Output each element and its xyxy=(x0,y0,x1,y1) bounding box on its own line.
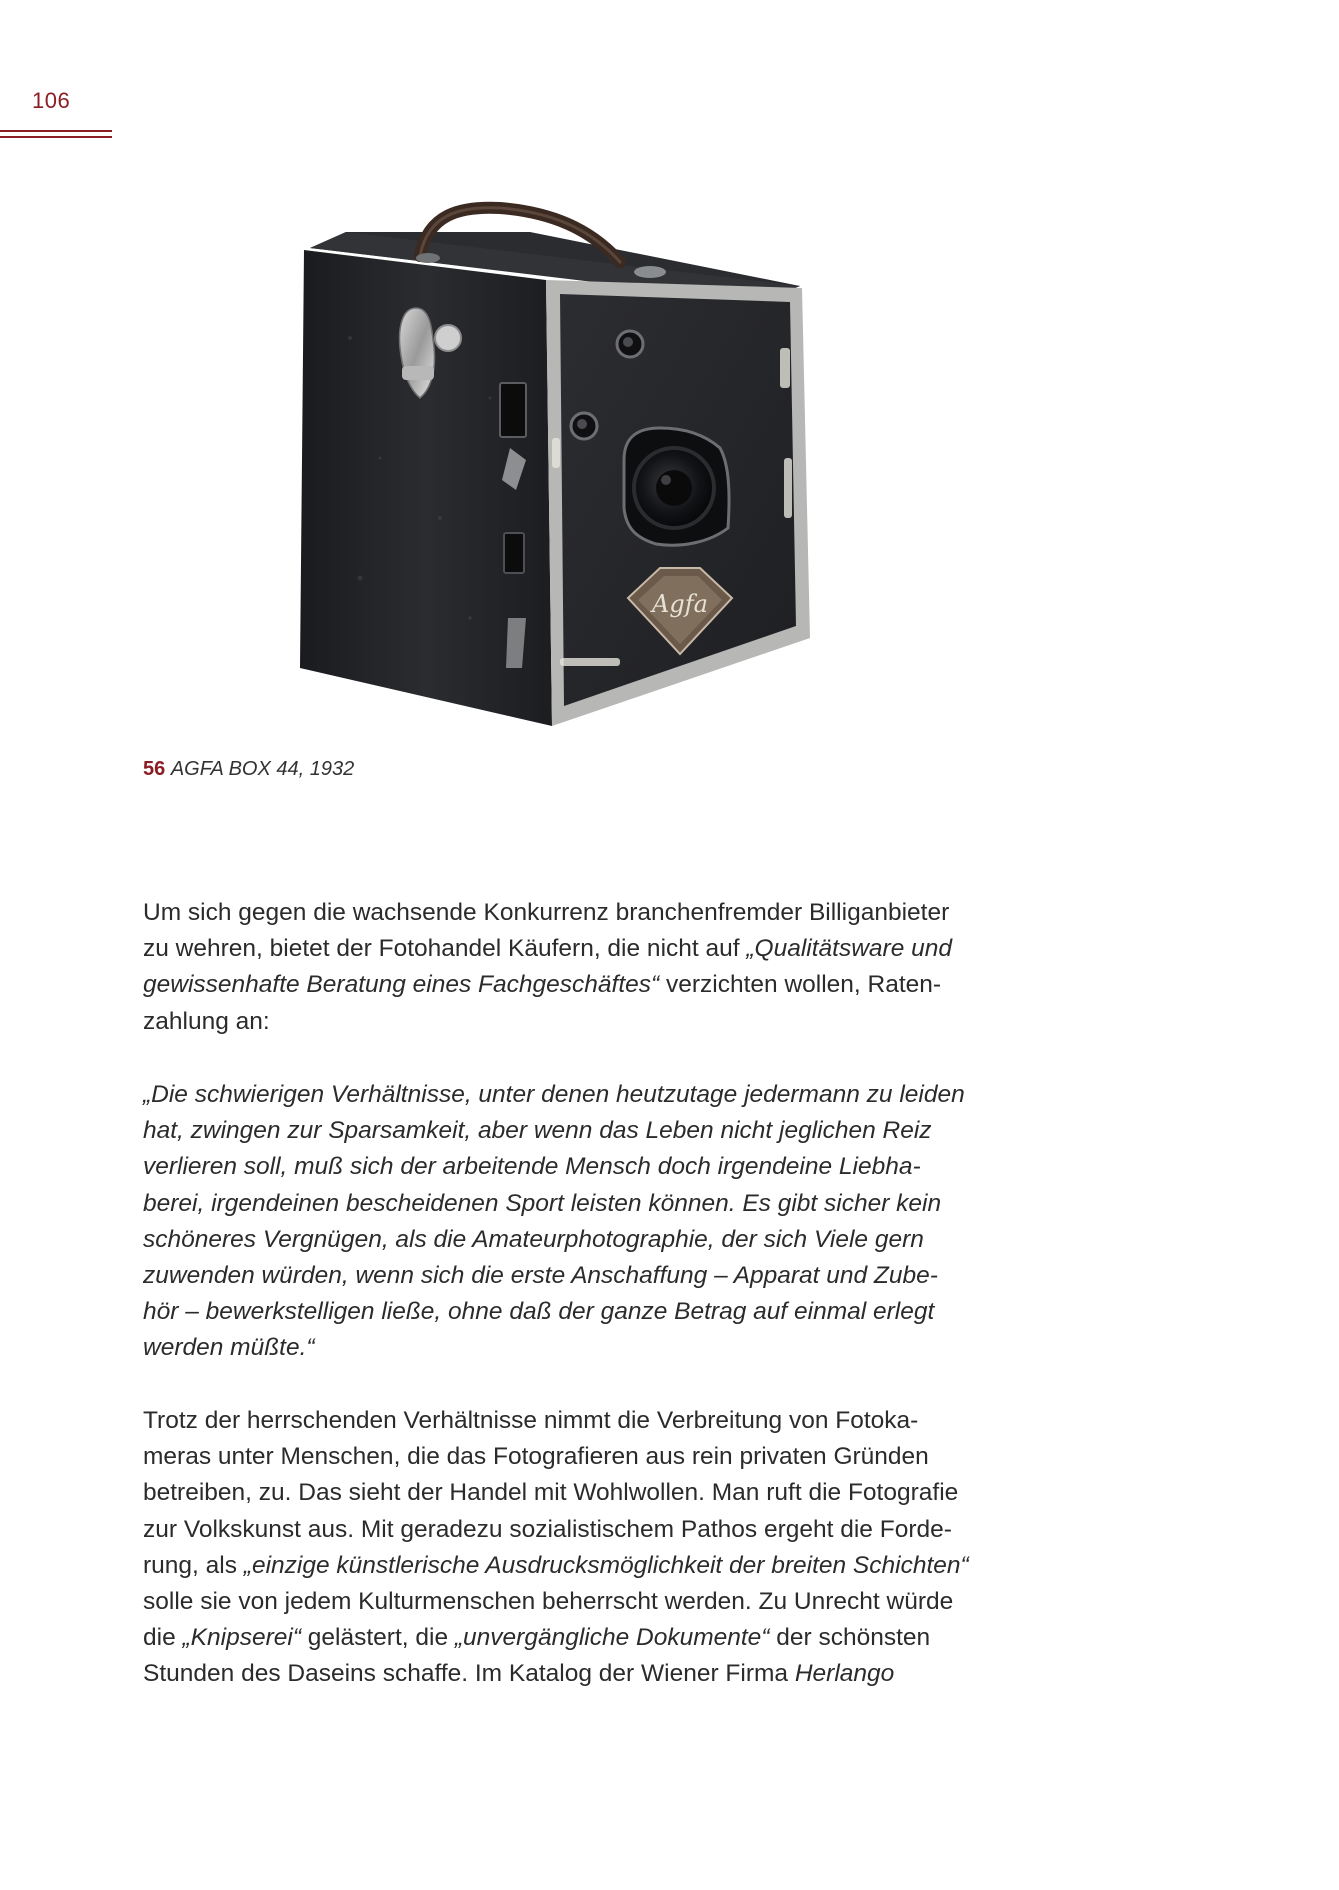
text-line: gewissenhafte Beratung eines Fachgeschäftes“ verzichten wollen, Raten- xyxy=(143,971,942,999)
text-line: rung, als „einzige künstlerische Ausdrucksmöglichkeit der breiten Schichten“ xyxy=(143,1551,969,1579)
figure-title: AGFA BOX 44, 1932 xyxy=(170,758,355,780)
text-line: meras unter Menschen, die das Fotografieren aus rein privaten Gründen xyxy=(143,1443,929,1471)
quote-line: werden müßte.“ xyxy=(143,1334,315,1362)
quote-line: hör – bewerkstelligen ließe, ohne daß der ganze Betrag auf einmal erlegt xyxy=(143,1298,935,1326)
header-rule-bottom xyxy=(0,136,112,138)
page-number: 106 xyxy=(32,88,71,113)
text-line: zahlung an: xyxy=(143,1007,270,1035)
agfa-logo-text: Agfa xyxy=(652,590,708,618)
quote-line: hat, zwingen zur Sparsamkeit, aber wenn das Leben nicht jeglichen Reiz xyxy=(143,1117,932,1145)
text-line: Trotz der herrschenden Verhältnisse nimmt die Verbreitung von Fotoka- xyxy=(143,1407,919,1434)
text-line: Um sich gegen die wachsende Konkurrenz branchenfremder Billiganbieter xyxy=(143,899,950,926)
figure-number: 56 xyxy=(143,758,166,780)
quote-line: berei, irgendeinen bescheidenen Sport leisten können. Es gibt sicher kein xyxy=(143,1189,942,1217)
paragraph-1 xyxy=(143,895,1043,1040)
quote-line: „Die schwierigen Verhältnisse, unter denen heutzutage jedermann zu leiden xyxy=(143,1081,965,1108)
figure-caption xyxy=(143,758,354,781)
header-rule-top xyxy=(0,130,112,132)
paragraph-3 xyxy=(143,1403,1043,1693)
block-quote xyxy=(143,1077,1043,1367)
text-line: zur Volkskunst aus. Mit geradezu sozialistischem Pathos ergeht die Forde- xyxy=(143,1515,952,1543)
quote-line: schöneres Vergnügen, als die Amateurphotographie, der sich Viele gern xyxy=(143,1225,924,1253)
text-line: die „Knipserei“ gelästert, die „unvergängliche Dokumente“ der schönsten xyxy=(143,1624,931,1652)
text-line: zu wehren, bietet der Fotohandel Käufern, die nicht auf „Qualitätsware und xyxy=(143,935,953,963)
text-line: solle sie von jedem Kulturmenschen beherrscht werden. Zu Unrecht würde xyxy=(143,1588,954,1616)
quote-line: verlieren soll, muß sich der arbeitende Mensch doch irgendeine Liebha- xyxy=(143,1153,921,1181)
text-line: betreiben, zu. Das sieht der Handel mit Wohlwollen. Man ruft die Fotografie xyxy=(143,1479,959,1507)
text-line: Stunden des Daseins schaffe. Im Katalog der Wiener Firma Herlango xyxy=(143,1660,895,1688)
quote-line: zuwenden würden, wenn sich die erste Anschaffung – Apparat und Zube- xyxy=(143,1262,938,1290)
agfa-box-camera-photo xyxy=(290,198,830,726)
